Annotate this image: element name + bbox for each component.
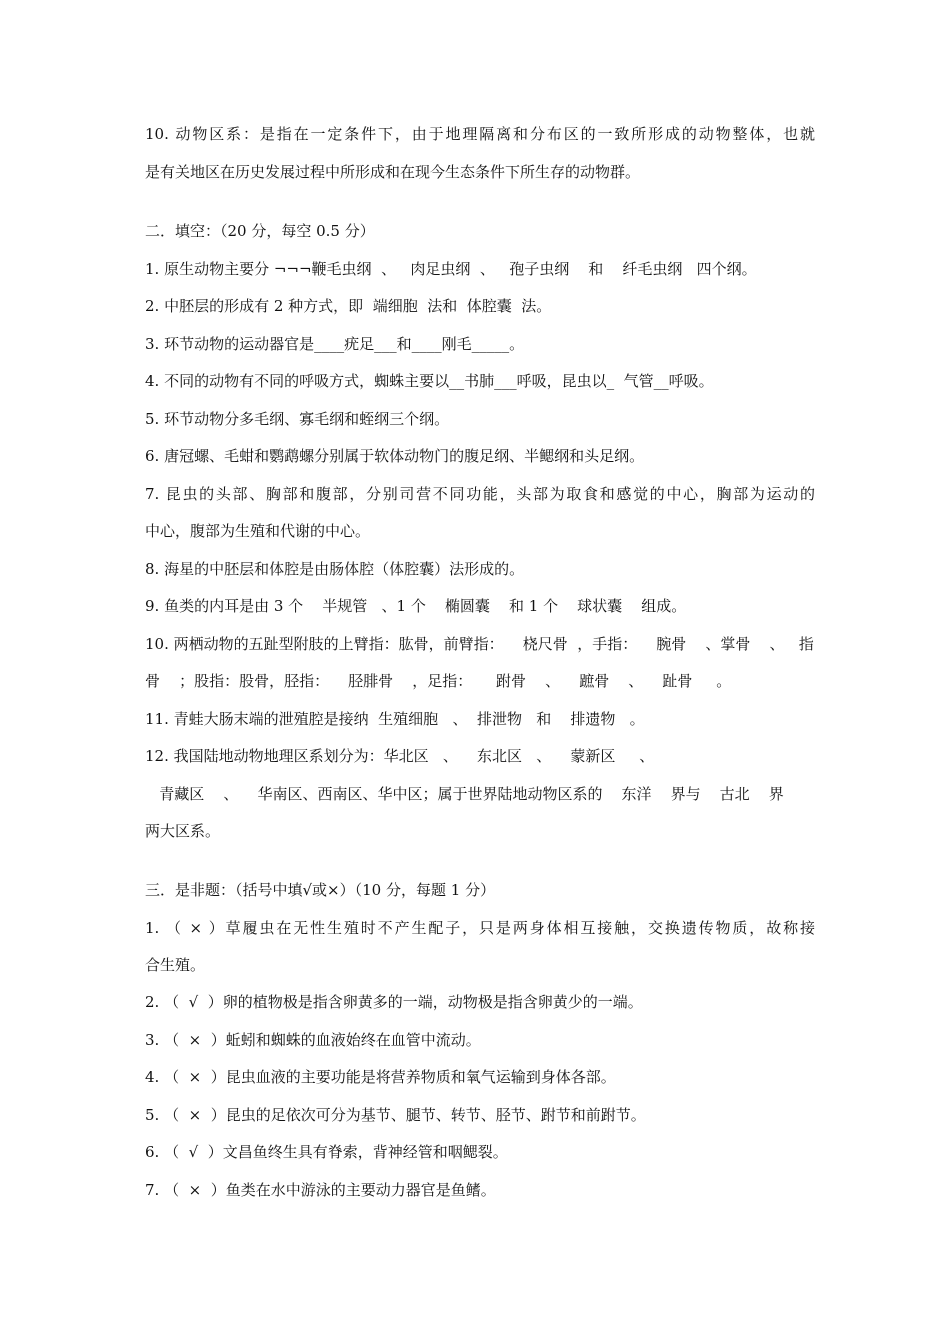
tf-question-4: 4. （ × ）昆虫血液的主要功能是将营养物质和氧气运输到身体各部。 (145, 1068, 616, 1086)
definition-10-line-2: 是有关地区在历史发展过程中所形成和在现今生态条件下所生存的动物群。 (145, 163, 641, 181)
fill-question-1: 1. 原生动物主要分 ¬¬¬鞭毛虫纲 、 肉足虫纲 、 孢子虫纲 和 纤毛虫纲 四个纲。 (145, 260, 757, 278)
tf-question-7: 7. （ × ）鱼类在水中游泳的主要动力器官是鱼鳍。 (145, 1181, 496, 1199)
fill-question-5: 5. 环节动物分多毛纲、寡毛纲和蛭纲三个纲。 (145, 410, 450, 428)
fill-question-12-line-1: 12. 我国陆地动物地理区系划分为：华北区 、 东北区 、 蒙新区 、 (145, 747, 655, 765)
tf-question-1-line-1: 1. （ × ）草履虫在无性生殖时不产生配子，只是两身体相互接触，交换遗传物质，故称接 (145, 919, 815, 937)
fill-question-10-line-2: 骨 ；股指：股骨，胫指： 胫腓骨 ，足指： 跗骨 、 蹠骨 、 趾骨 。 (145, 672, 732, 690)
fill-question-3: 3. 环节动物的运动器官是____疣足___和____刚毛_____。 (145, 335, 525, 353)
fill-in-section-heading: 二．填空：（20 分，每空 0.5 分） (145, 222, 375, 240)
true-false-section-heading: 三．是非题：（括号中填√或×）（10 分，每题 1 分） (145, 881, 496, 899)
fill-question-11: 11. 青蛙大肠末端的泄殖腔是接纳 生殖细胞 、 排泄物 和 排遗物 。 (145, 710, 645, 728)
fill-question-9: 9. 鱼类的内耳是由 3 个 半规管 、1 个 椭圆囊 和 1 个 球状囊 组成。 (145, 597, 687, 615)
fill-question-6: 6. 唐冠螺、毛蚶和鹦鹉螺分别属于软体动物门的腹足纲、半鳃纲和头足纲。 (145, 447, 645, 465)
fill-question-7-line-1: 7. 昆虫的头部、胸部和腹部，分别司营不同功能，头部为取食和感觉的中心，胸部为运动的 (145, 485, 815, 503)
fill-question-12-line-2: 青藏区 、 华南区、西南区、华中区；属于世界陆地动物区系的 东洋 界与 古北 界 (145, 785, 784, 803)
tf-question-1-line-2: 合生殖。 (145, 956, 206, 974)
fill-question-7-line-2: 中心，腹部为生殖和代谢的中心。 (145, 522, 371, 540)
fill-question-12-line-3: 两大区系。 (145, 822, 221, 840)
fill-question-8: 8. 海星的中胚层和体腔是由肠体腔（体腔囊）法形成的。 (145, 560, 525, 578)
definition-10-line-1: 10. 动物区系：是指在一定条件下，由于地理隔离和分布区的一致所形成的动物整体，也就 (145, 125, 815, 143)
tf-question-3: 3. （ × ）蚯蚓和蜘蛛的血液始终在血管中流动。 (145, 1031, 481, 1049)
tf-question-6: 6. （ √ ）文昌鱼终生具有脊索，背神经管和咽鳃裂。 (145, 1143, 508, 1161)
fill-question-2: 2. 中胚层的形成有 2 种方式，即 端细胞 法和 体腔囊 法。 (145, 297, 552, 315)
fill-question-4: 4. 不同的动物有不同的呼吸方式，蜘蛛主要以__书肺___呼吸，昆虫以_ 气管__呼吸。 (145, 372, 714, 390)
tf-question-5: 5. （ × ）昆虫的足依次可分为基节、腿节、转节、胫节、跗节和前跗节。 (145, 1106, 646, 1124)
fill-question-10-line-1: 10. 两栖动物的五趾型附肢的上臂指：肱骨，前臂指： 桡尺骨 ，手指： 腕骨 、掌骨 、 指 (145, 635, 814, 653)
tf-question-2: 2. （ √ ）卵的植物极是指含卵黄多的一端，动物极是指含卵黄少的一端。 (145, 993, 643, 1011)
